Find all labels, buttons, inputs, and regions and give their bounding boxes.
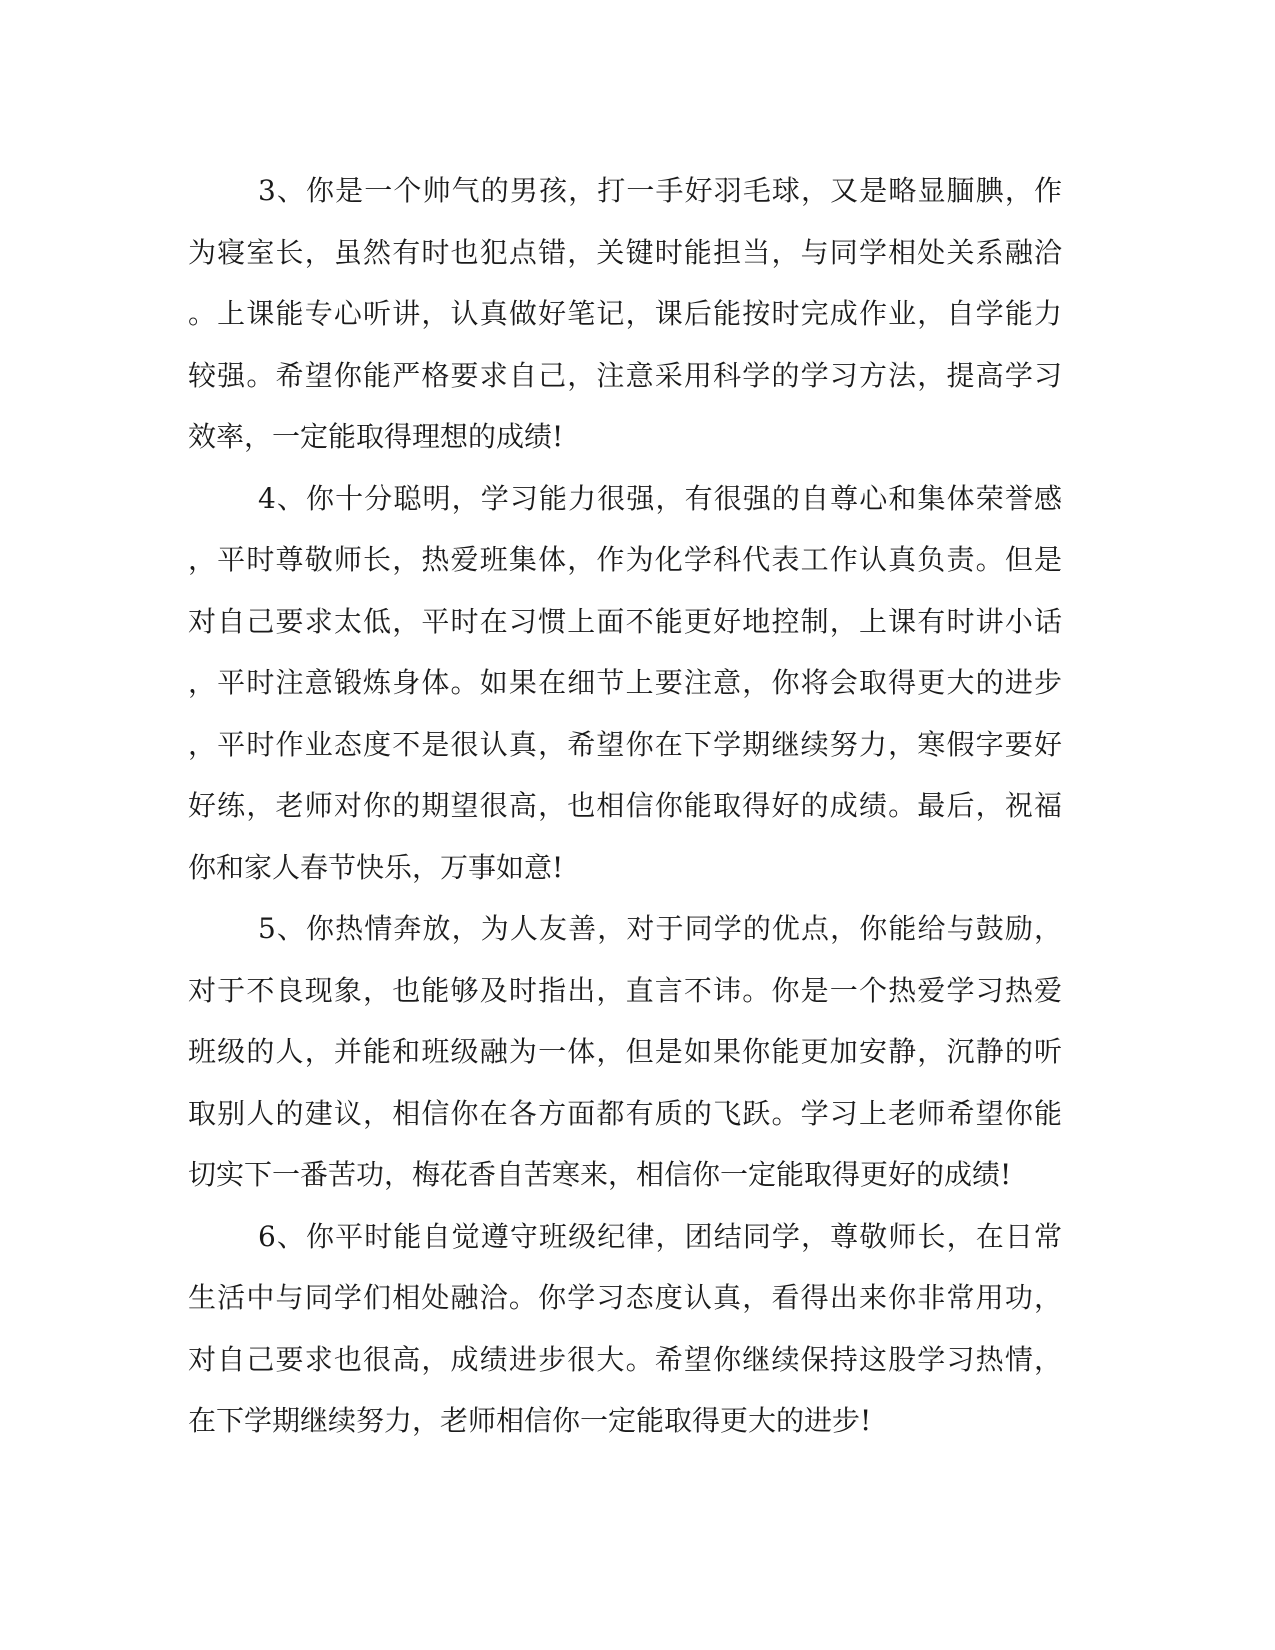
- text-line: 6、你平时能自觉遵守班级纪律，团结同学，尊敬师长，在日常: [258, 1219, 1062, 1253]
- paragraph-5: [188, 898, 1062, 1206]
- paragraph-3: [188, 160, 1062, 468]
- text-line: 效率，一定能取得理想的成绩!: [188, 420, 564, 453]
- document-body: [188, 160, 1062, 1452]
- text-line: 4、你十分聪明，学习能力很强，有很强的自尊心和集体荣誉感: [258, 481, 1062, 515]
- text-line: 对自己要求也很高，成绩进步很大。希望你继续保持这股学习热情，: [188, 1342, 1062, 1376]
- text-line: 取别人的建议，相信你在各方面都有质的飞跃。学习上老师希望你能: [188, 1096, 1062, 1130]
- text-line: 。上课能专心听讲，认真做好笔记，课后能按时完成作业，自学能力: [188, 297, 1062, 330]
- text-line: ，平时注意锻炼身体。如果在细节上要注意，你将会取得更大的进步: [188, 666, 1062, 699]
- text-line: 5、你热情奔放，为人友善，对于同学的优点，你能给与鼓励，: [258, 912, 1062, 945]
- text-line: 班级的人，并能和班级融为一体，但是如果你能更加安静，沉静的听: [188, 1035, 1062, 1068]
- text-line: 为寝室长，虽然有时也犯点错，关键时能担当，与同学相处关系融洽: [188, 235, 1062, 269]
- paragraph-6: [188, 1206, 1062, 1452]
- text-line: 好练，老师对你的期望很高，也相信你能取得好的成绩。最后，祝福: [188, 789, 1062, 822]
- text-line: 生活中与同学们相处融洽。你学习态度认真，看得出来你非常用功，: [188, 1281, 1062, 1314]
- text-line: 对于不良现象，也能够及时指出，直言不讳。你是一个热爱学习热爱: [188, 973, 1062, 1007]
- text-line: ，平时尊敬师长，热爱班集体，作为化学科代表工作认真负责。但是: [188, 543, 1062, 576]
- text-line: 3、你是一个帅气的男孩，打一手好羽毛球，又是略显腼腆，作: [258, 174, 1062, 207]
- paragraph-4: [188, 468, 1062, 899]
- text-line: ，平时作业态度不是很认真，希望你在下学期继续努力，寒假字要好: [188, 727, 1062, 761]
- text-line: 在下学期继续努力，老师相信你一定能取得更大的进步!: [188, 1404, 872, 1437]
- text-line: 较强。希望你能严格要求自己，注意采用科学的学习方法，提高学习: [188, 358, 1062, 392]
- text-line: 你和家人春节快乐，万事如意!: [188, 850, 564, 884]
- text-line: 切实下一番苦功，梅花香自苦寒来，相信你一定能取得更好的成绩!: [188, 1158, 1012, 1191]
- text-line: 对自己要求太低，平时在习惯上面不能更好地控制，上课有时讲小话: [188, 604, 1062, 638]
